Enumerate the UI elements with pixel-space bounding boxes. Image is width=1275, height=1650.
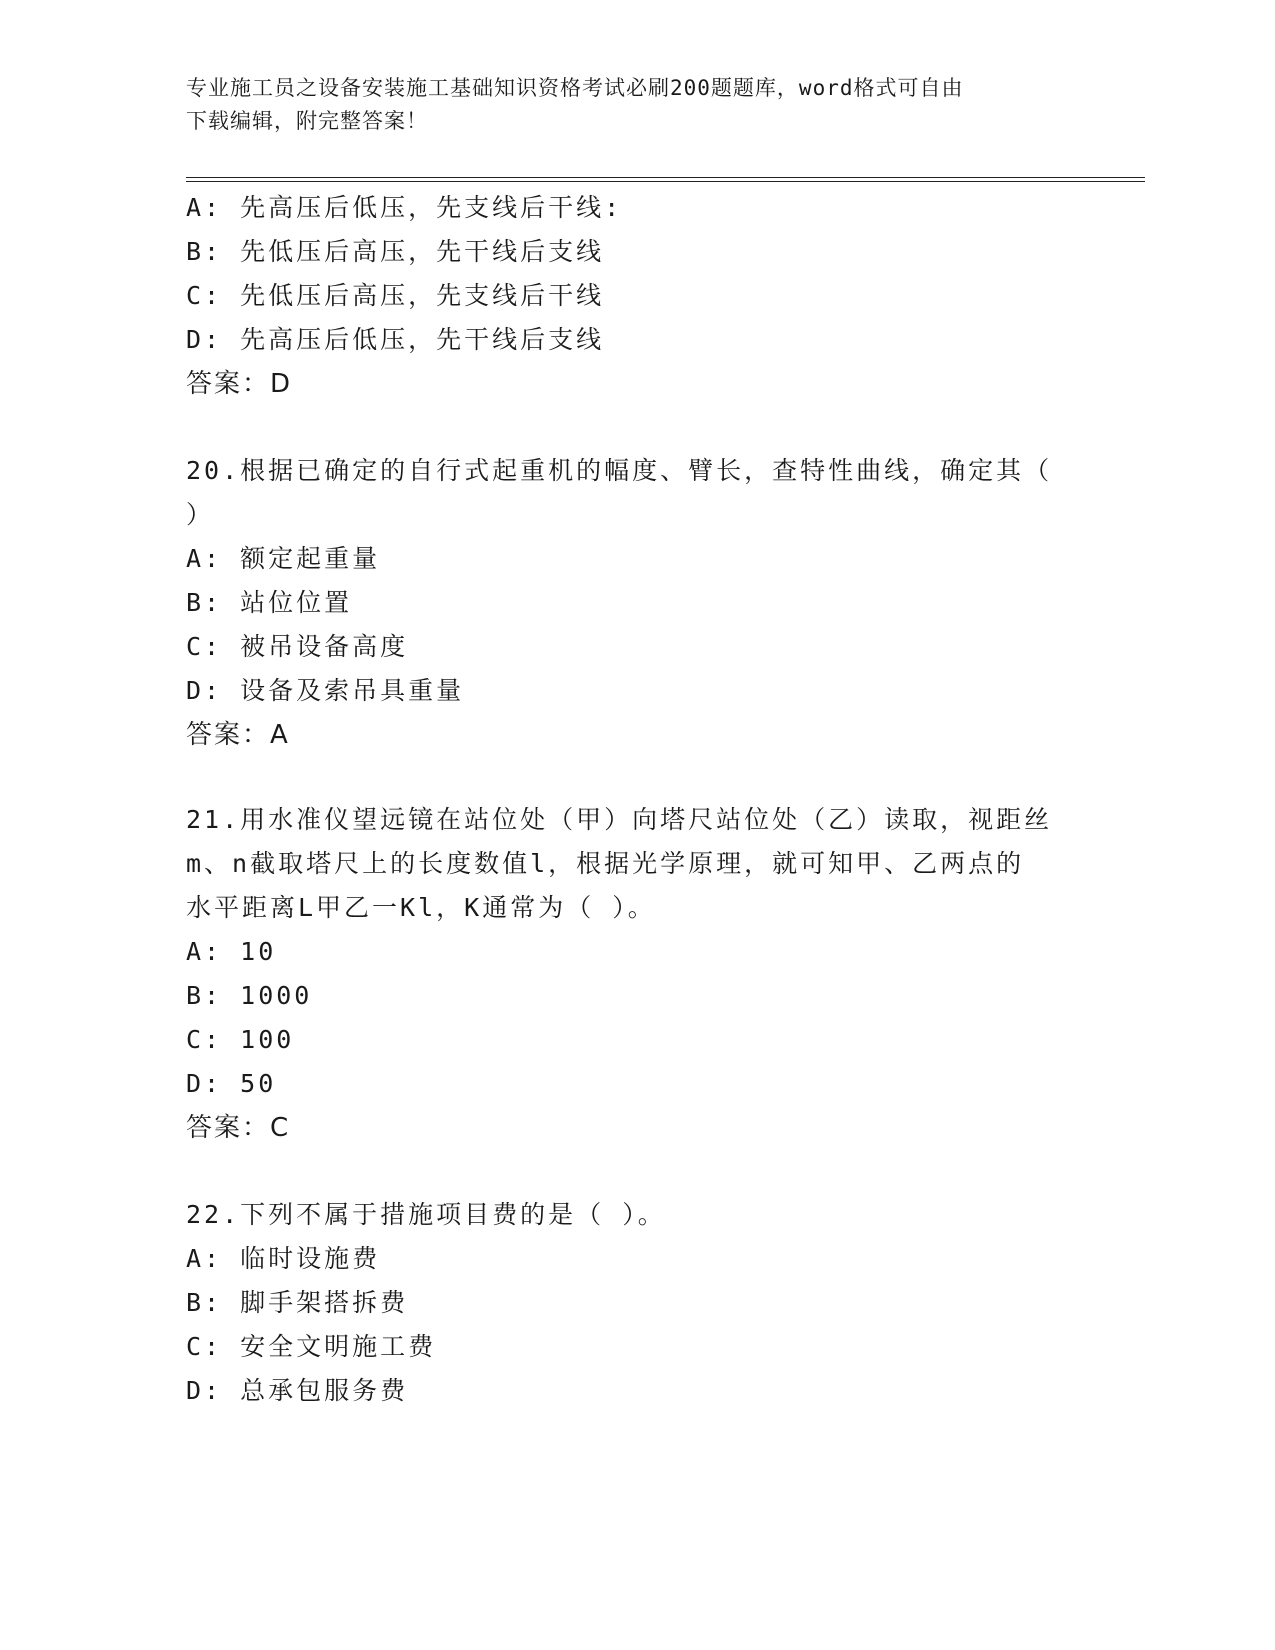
q22-option-d: D: 总承包服务费	[186, 1376, 409, 1405]
q21-stem-line-2: m、n截取塔尺上的长度数值l，根据光学原理，就可知甲、乙两点的	[186, 849, 1025, 878]
q20-option-a: A: 额定起重量	[186, 544, 381, 573]
header-divider-bottom	[186, 181, 1145, 182]
prev-option-b: B: 先低压后高压，先干线后支线	[186, 237, 605, 266]
q21-option-c: C: 100	[186, 1025, 295, 1054]
q21-option-a: A: 10	[186, 937, 277, 966]
q22-option-c: C: 安全文明施工费	[186, 1332, 437, 1361]
q21-stem-line-1: 21.用水准仪望远镜在站位处（甲）向塔尺站位处（乙）读取，视距丝	[186, 805, 1053, 834]
document-header	[186, 72, 1086, 138]
q21-option-d: D: 50	[186, 1069, 277, 1098]
q22-option-b: B: 脚手架搭拆费	[186, 1288, 409, 1317]
prev-option-a: A: 先高压后低压，先支线后干线:	[186, 193, 623, 222]
q22-stem-line-1: 22.下列不属于措施项目费的是（ ）。	[186, 1200, 666, 1229]
q20-option-b: B: 站位位置	[186, 588, 353, 617]
q20-stem-line-1: 20.根据已确定的自行式起重机的幅度、臂长，查特性曲线，确定其（	[186, 456, 1053, 485]
q20-stem-line-2: ）	[186, 500, 215, 529]
q20-option-d: D: 设备及索吊具重量	[186, 676, 465, 705]
prev-option-c: C: 先低压后高压，先支线后干线	[186, 281, 605, 310]
q20-option-c: C: 被吊设备高度	[186, 632, 409, 661]
q20-answer: 答案：A	[186, 720, 290, 750]
prev-answer: 答案：D	[186, 369, 293, 399]
q21-answer: 答案：C	[186, 1113, 291, 1143]
prev-option-d: D: 先高压后低压，先干线后支线	[186, 325, 605, 354]
q21-stem-line-3: 水平距离L甲乙一Kl，K通常为（ ）。	[186, 893, 656, 922]
header-title-line-1: 专业施工员之设备安装施工基础知识资格考试必刷200题题库，word格式可自由	[186, 76, 964, 100]
q22-option-a: A: 临时设施费	[186, 1244, 381, 1273]
q21-option-b: B: 1000	[186, 981, 313, 1010]
header-divider-top	[186, 177, 1145, 178]
header-title-line-2: 下载编辑，附完整答案！	[186, 109, 428, 133]
